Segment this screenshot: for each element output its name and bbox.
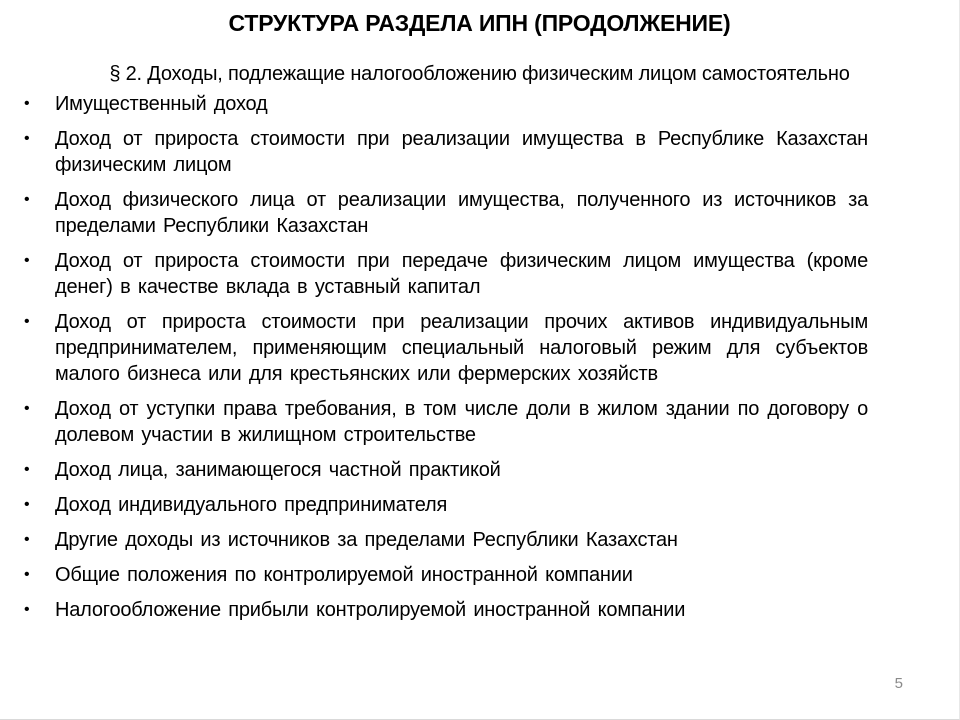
bullet-text: Доход лица, занимающегося частной практикой xyxy=(55,459,501,481)
slide-title: СТРУКТУРА РАЗДЕЛА ИПН (ПРОДОЛЖЕНИЕ) xyxy=(228,10,731,36)
list-item xyxy=(22,396,868,448)
list-item xyxy=(22,492,868,518)
list-item xyxy=(22,597,868,623)
bullet-text: Имущественный доход xyxy=(55,93,268,115)
bullet-text: Налогообложение прибыли контролируемой иностранной компании xyxy=(55,599,686,621)
list-item xyxy=(22,126,868,178)
list-item xyxy=(22,187,868,239)
bullet-text: Доход физического лица от реализации имущества, полученного из источников за пределами Республики Казахстан xyxy=(55,189,868,237)
bullet-list xyxy=(0,91,868,623)
bullet-text: Доход от прироста стоимости при передаче физическим лицом имущества (кроме денег) в качестве вклада в уставный капитал xyxy=(55,250,868,298)
list-item xyxy=(22,457,868,483)
bullet-text: Доход от уступки права требования, в том числе доли в жилом здании по договору о долевом участии в жилищном строительстве xyxy=(55,398,868,446)
page-number: 5 xyxy=(894,675,903,692)
slide-subtitle: § 2. Доходы, подлежащие налогообложению физическим лицом самостоятельно xyxy=(109,63,850,85)
list-item xyxy=(22,309,868,387)
list-item xyxy=(22,562,868,588)
list-item xyxy=(22,527,868,553)
bullet-text: Доход индивидуального предпринимателя xyxy=(55,494,448,516)
bullet-text: Доход от прироста стоимости при реализации прочих активов индивидуальным предпринимателем, применяющим специальный налоговый режим для субъектов малого бизнеса или для крестьянских или фермерских хозяйств xyxy=(55,311,868,385)
bullet-text: Доход от прироста стоимости при реализации имущества в Республике Казахстан физическим лицом xyxy=(55,128,868,176)
bullet-text: Общие положения по контролируемой иностранной компании xyxy=(55,564,633,586)
list-item xyxy=(22,91,868,117)
list-item xyxy=(22,248,868,300)
bullet-text: Другие доходы из источников за пределами Республики Казахстан xyxy=(55,529,678,551)
